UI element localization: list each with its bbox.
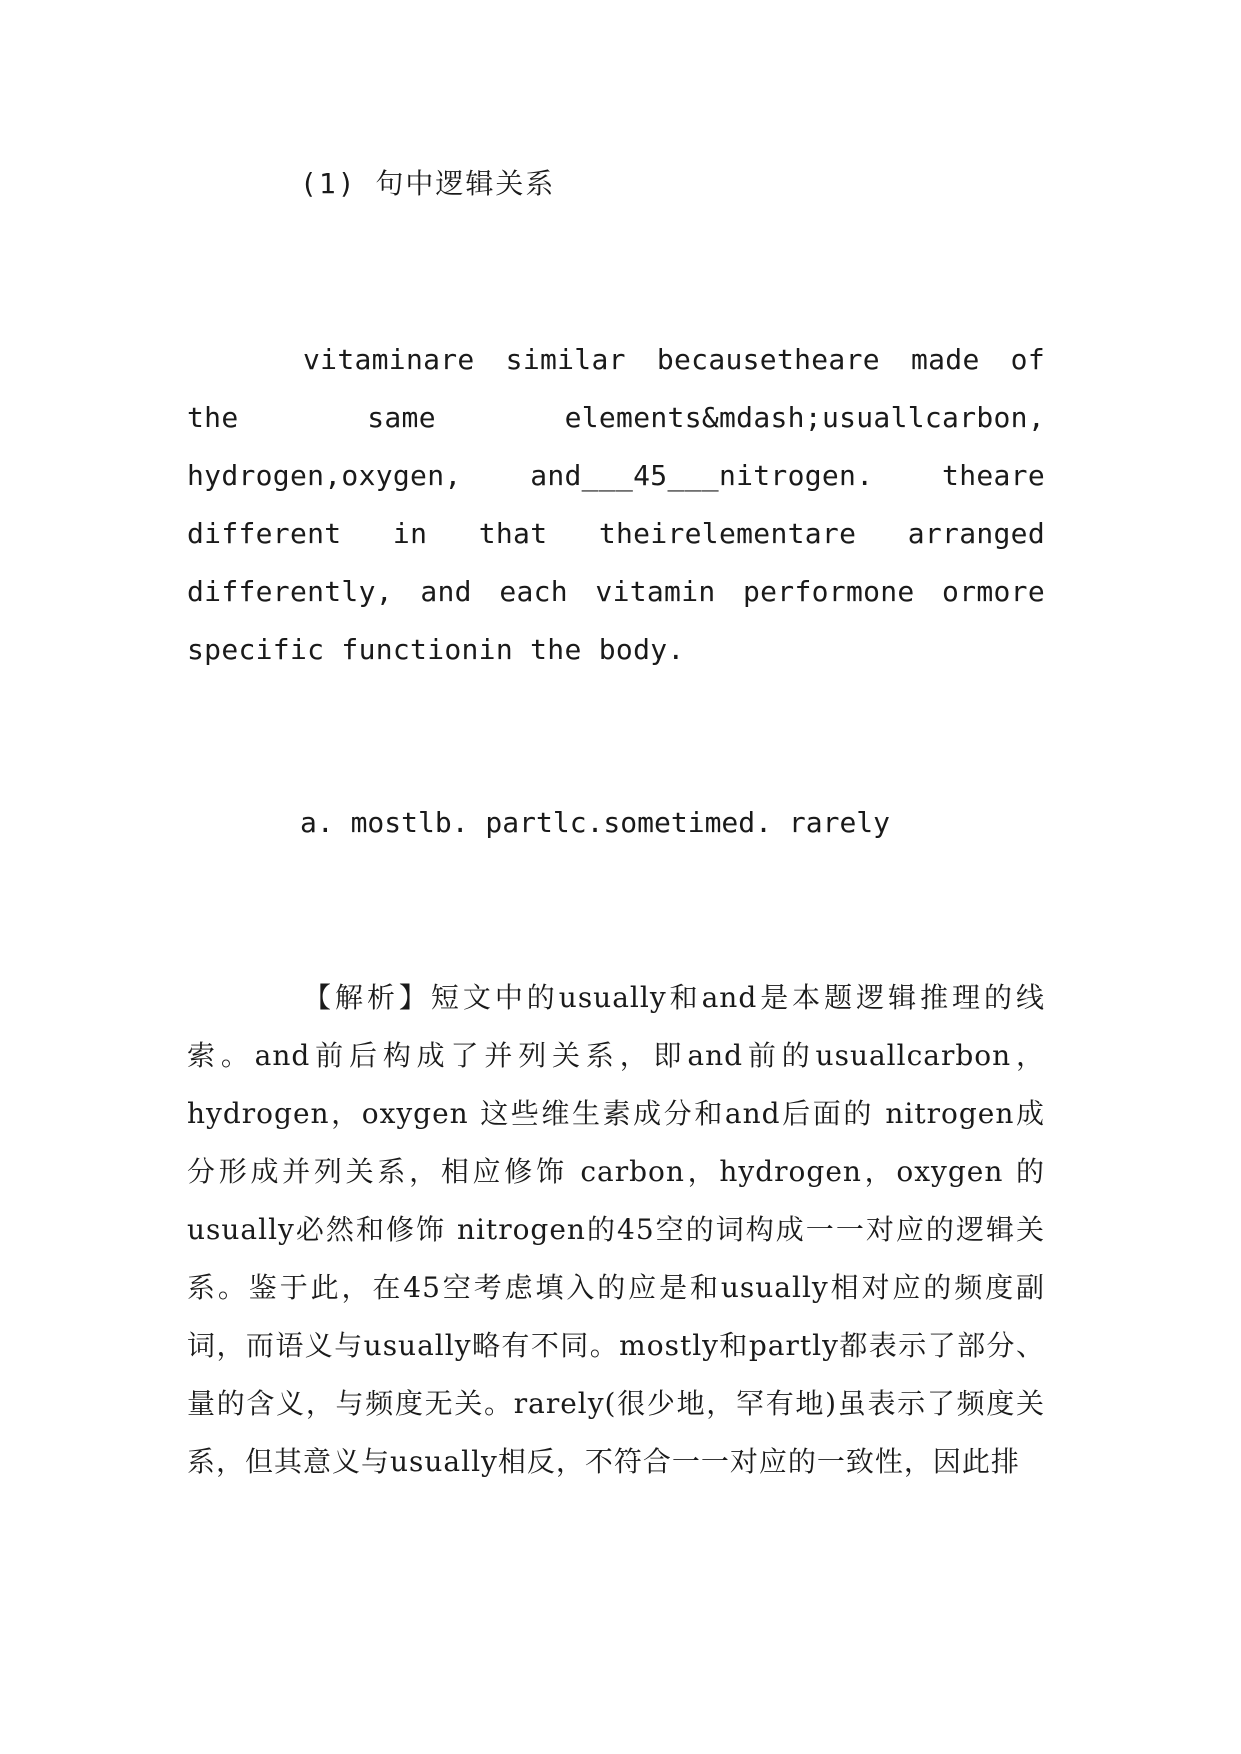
answer-options: a. mostlb. partlc.sometimed. rarely [300,806,891,839]
section-heading: (1) 句中逻辑关系 [300,167,556,200]
analysis-paragraph: 【解析】短文中的usually和and是本题逻辑推理的线索。and前后构成了并列关系，即and前的usuallcarbon，hydrogen，oxygen 这些维生素成分和and后面的 nitrogen成分形成并列关系，相应修饰 carbon，hydrogen，oxygen 的usually必然和修饰 nitrogen的45空的词构成一一对应的逻辑关系。鉴于此，在45空考虑填入的应是和usually相对应的频度副词，而语义与usually略有不同。mostly和partly都表示了部分、量的含义，与频度无关。rarely(很少地，罕有地)虽表示了频度关系，但其意义与usually相反，不符合一一对应的一致性，因此排 [187,981,1045,1478]
passage-paragraph: vitaminare similar becausetheare made of the same elements&mdash;usuallcarbon, hydrogen,oxygen, and___45___nitrogen. theare different in that theirelementare arranged differently, and each vitamin performone ormore specific functionin the body. [187,343,1045,666]
